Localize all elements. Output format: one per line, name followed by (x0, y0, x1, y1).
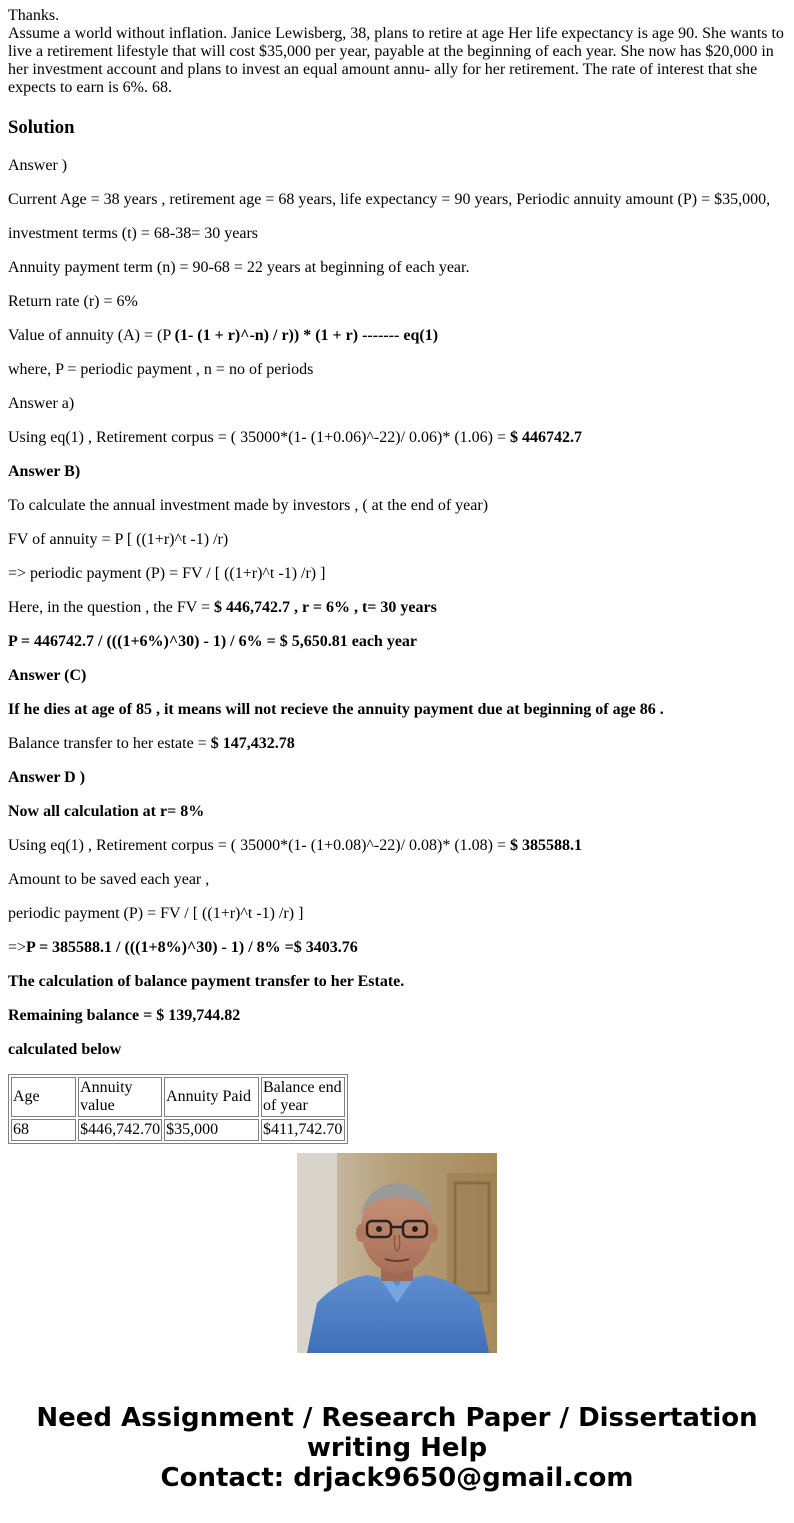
annual-investment-intro: To calculate the annual investment made by investors , ( at the end of year) (8, 497, 489, 514)
calculated-below: calculated below (8, 1041, 122, 1058)
formula-prefix: Value of annuity (A) = (P (8, 327, 175, 344)
formula-legend: where, P = periodic payment , n = no of periods (8, 361, 314, 378)
corpus-calc-6 (8, 429, 582, 447)
payment-8-value: P = 385588.1 / (((1+8%)^30) - 1) / 8% =$ 3403.76 (26, 939, 358, 956)
corpus-6-result: $ 446742.7 (510, 429, 583, 446)
payment-result-8 (8, 939, 358, 957)
footer-line-1: Need Assignment / Research Paper / Dissertation (36, 1403, 758, 1433)
avatar (297, 1153, 497, 1353)
answer-a-label: Answer a) (8, 395, 75, 412)
annuity-term: Annuity payment term (n) = 90-68 = 22 years at beginning of each year. (8, 259, 470, 276)
payment-result-6: P = 446742.7 / (((1+6%)^30) - 1) / 6% = $ 5,650.81 each year (8, 633, 418, 650)
annuity-formula (8, 327, 438, 345)
corpus-8-result: $ 385588.1 (510, 837, 583, 854)
footer-banner (0, 1403, 794, 1493)
question-text: Assume a world without inflation. Janice Lewisberg, 38, plans to retire at age Her life expectancy is age 90. She wants to live a retirement lifestyle that will cost $35,000 per year, payable at the beginning of each year. She now has $20,000 in her investment account and plans to invest an equal amount annu- ally for her retirement. The rate of interest that she expects to earn is 6%. 68. (8, 25, 784, 96)
return-rate: Return rate (r) = 6% (8, 293, 138, 310)
death-scenario: If he dies at age of 85 , it means will not recieve the annuity payment due at beginning of age 86 . (8, 701, 664, 718)
answer-b-label: Answer B) (8, 463, 81, 480)
table-header-row (11, 1077, 345, 1117)
estate-balance (8, 735, 295, 753)
footer-contact[interactable]: Contact: drjack9650@gmail.com (160, 1463, 634, 1493)
estate-balance-value: $ 147,432.78 (210, 735, 295, 752)
formula-body: (1- (1 + r)^-n) / r)) * (1 + r) ------- eq(1) (174, 327, 439, 344)
solution-heading: Solution (8, 117, 75, 138)
fv-given (8, 599, 437, 617)
table-header-annuity-paid: Annuity Paid (164, 1077, 259, 1117)
remaining-balance: Remaining balance = $ 139,744.82 (8, 1007, 241, 1024)
payment-formula-8: periodic payment (P) = FV / [ ((1+r)^t -1) /r) ] (8, 905, 304, 922)
answer-d-label: Answer D ) (8, 769, 86, 786)
table-cell: $446,742.70 (78, 1119, 162, 1141)
fv-given-values: $ 446,742.7 , r = 6% , t= 30 years (214, 599, 437, 616)
table-cell: $35,000 (164, 1119, 259, 1141)
investment-term: investment terms (t) = 68-38= 30 years (8, 225, 258, 242)
corpus-calc-8-text: Using eq(1) , Retirement corpus = ( 35000*(1- (1+0.08)^-22)/ 0.08)* (1.08) = (8, 837, 511, 854)
rate-8-note: Now all calculation at r= 8% (8, 803, 205, 820)
portrait-image (297, 1153, 497, 1353)
answer-label: Answer ) (8, 157, 68, 174)
table-header-balance: Balance end of year (261, 1077, 345, 1117)
estate-calc-title: The calculation of balance payment transfer to her Estate. (8, 973, 405, 990)
fv-formula: FV of annuity = P [ ((1+r)^t -1) /r) (8, 531, 229, 548)
balance-table-wrapper (8, 1074, 348, 1138)
intro-text (8, 7, 786, 97)
given-values: Current Age = 38 years , retirement age = 68 years, life expectancy = 90 years, Periodic annuity amount (P) = $35,000, (8, 191, 771, 208)
answer-c-label: Answer (C) (8, 667, 87, 684)
document-body (8, 7, 786, 1138)
table-cell: 68 (11, 1119, 76, 1141)
corpus-calc-8 (8, 837, 582, 855)
table-header-age: Age (11, 1077, 76, 1117)
thanks-text: Thanks. (8, 7, 60, 24)
footer-line-2: writing Help (306, 1433, 488, 1463)
amount-saved-label: Amount to be saved each year , (8, 871, 210, 888)
balance-table (8, 1074, 348, 1144)
fv-given-text: Here, in the question , the FV = (8, 599, 215, 616)
table-row (11, 1119, 345, 1141)
arrow-prefix: => (8, 939, 27, 956)
corpus-calc-6-text: Using eq(1) , Retirement corpus = ( 35000*(1- (1+0.06)^-22)/ 0.06)* (1.06) = (8, 429, 511, 446)
table-header-annuity-value: Annuity value (78, 1077, 162, 1117)
estate-balance-text: Balance transfer to her estate = (8, 735, 211, 752)
table-cell: $411,742.70 (261, 1119, 345, 1141)
payment-formula: => periodic payment (P) = FV / [ ((1+r)^t -1) /r) ] (8, 565, 326, 582)
